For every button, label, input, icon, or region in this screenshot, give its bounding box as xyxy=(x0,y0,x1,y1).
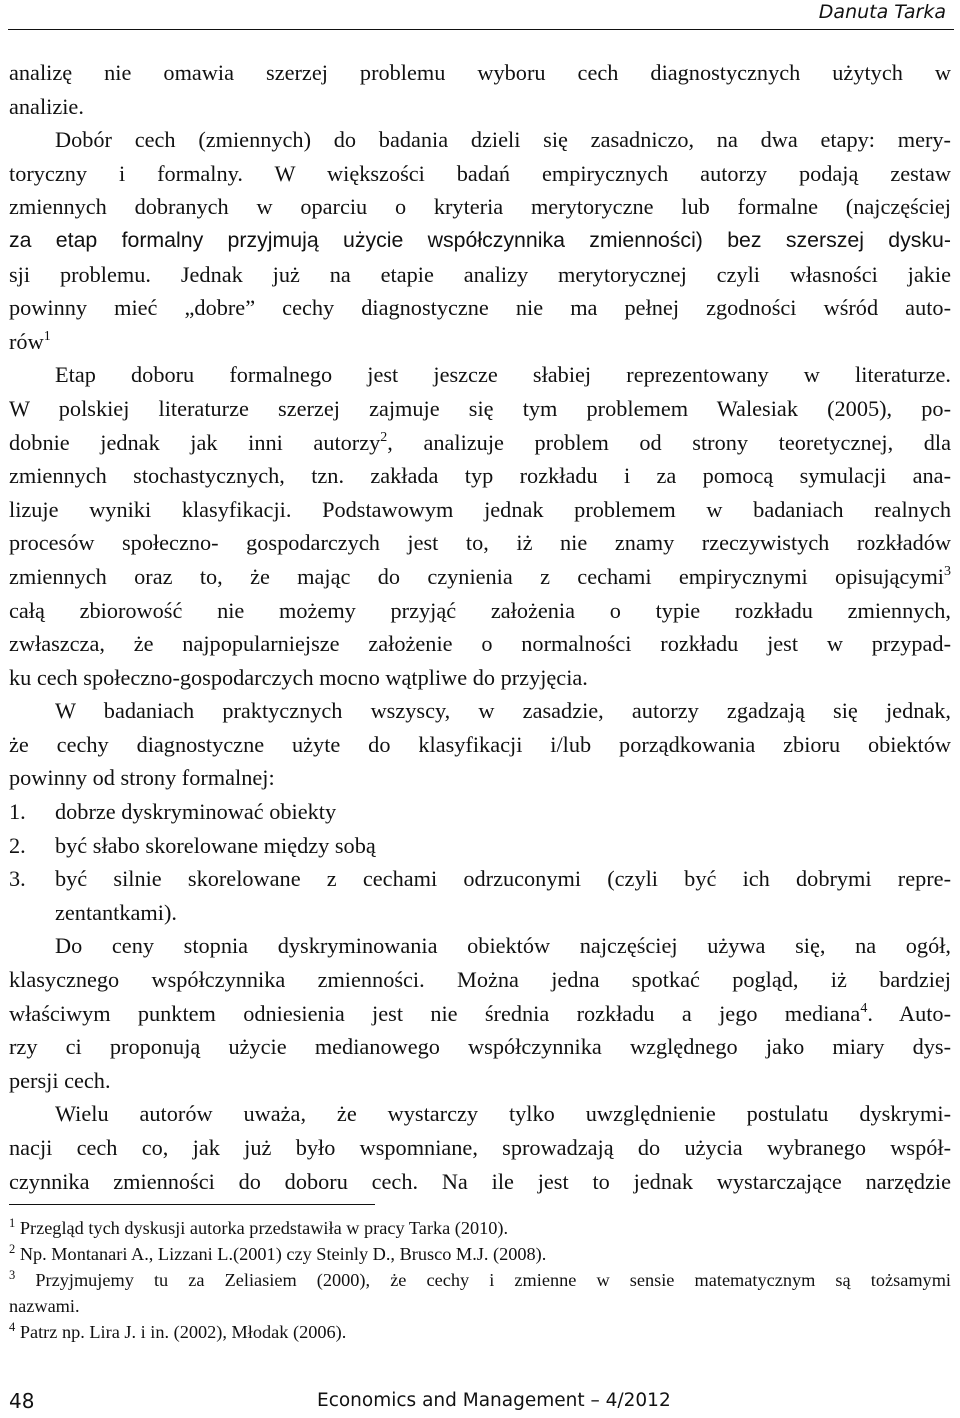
footnote-separator xyxy=(9,1204,375,1205)
footnotes xyxy=(9,1215,951,1345)
page-number: 48 xyxy=(9,1389,35,1413)
text-line: Dobór cech (zmiennych) do badania dzieli się zasadniczo, na dwa etapy: mery- xyxy=(55,127,951,153)
text-line: za etap formalny przyjmują użycie współczynnika zmienności) bez szerszej dysku- xyxy=(9,227,951,252)
footnote-1 xyxy=(9,1215,951,1241)
running-header: Danuta Tarka xyxy=(818,1,946,23)
list-number: 2. xyxy=(9,832,26,858)
footnote-4 xyxy=(9,1319,951,1345)
text-line: toryczny i formalny. W większości badań empirycznych autorzy podają zestaw xyxy=(9,160,951,186)
list-text: zentantkami). xyxy=(55,899,177,925)
text-line: czynnika zmienności do doboru cech. Na ile jest to jednak wystarczające narzędzie xyxy=(9,1168,951,1194)
text-line: analizę nie omawia szerzej problemu wyboru cech diagnostycznych użytych w xyxy=(9,60,951,85)
text-fragment: rów xyxy=(9,328,44,354)
footnote-text xyxy=(9,1241,951,1267)
list-number: 3. xyxy=(9,866,26,892)
text-fragment: zmiennych oraz to, że mając do czynienia z cechami empirycznymi opisującymi xyxy=(9,563,944,589)
text-line: powinny od strony formalnej: xyxy=(9,765,275,791)
text-line: klasycznego współczynnika zmienności. Można jedna spotkać pogląd, iż bardziej xyxy=(9,967,951,993)
text-line: zmiennych dobranych w oparciu o kryteria merytoryczne lub formalne (najczęściej xyxy=(9,194,951,220)
text-fragment: , analizuje problem od strony teoretycznej, dla xyxy=(387,429,951,455)
text-fragment: Przyjmujemy tu za Zeliasiem (2000), że cechy i zmienne w sensie matematycznym są tożsamymi xyxy=(15,1270,951,1290)
footnote-text: nazwami. xyxy=(9,1296,80,1316)
text-line: ku cech społeczno-gospodarczych mocno wątpliwe do przyjęcia. xyxy=(9,664,588,690)
footnote-marker: 4 xyxy=(9,1320,16,1334)
footnote-ref-1[interactable]: 1 xyxy=(43,328,51,344)
footnote-text xyxy=(9,1319,951,1345)
text-line xyxy=(9,325,951,359)
text-line: że cechy diagnostyczne użyte do klasyfikacji i/lub porządkowania zbioru obiektów xyxy=(9,731,951,757)
footnote-text xyxy=(9,1267,951,1293)
text-line: Wielu autorów uważa, że wystarczy tylko uwzględnienie postulatu dyskrymi- xyxy=(55,1101,951,1127)
criteria-list xyxy=(9,795,951,929)
text-fragment: Np. Montanari A., Lizzani L.(2001) czy Steinly D., Brusco M.J. (2008). xyxy=(15,1244,547,1264)
text-line: powinny mieć „dobre” cechy diagnostyczne nie ma pełnej zgodności wśród auto- xyxy=(9,295,951,321)
list-item xyxy=(9,862,951,929)
text-line xyxy=(9,997,951,1031)
list-item xyxy=(9,829,951,863)
journal-name: Economics and Management – 4/2012 xyxy=(317,1390,671,1411)
footnote-marker: 1 xyxy=(9,1216,16,1230)
header-rule xyxy=(8,29,954,30)
paragraph-4 xyxy=(9,694,951,795)
list-text: dobrze dyskryminować obiekty xyxy=(55,799,337,825)
text-line: całą zbiorowość nie możemy przyjąć założenia o typie rozkładu zmiennych, xyxy=(9,597,951,623)
footnote-ref-3[interactable]: 3 xyxy=(944,563,951,579)
paragraph-1 xyxy=(9,56,951,123)
text-line: W badaniach praktycznych wszyscy, w zasadzie, autorzy zgadzają się jednak, xyxy=(55,698,951,724)
text-line: zwłaszcza, że najpopularniejsze założenie o normalności rozkładu jest w przypad- xyxy=(9,631,951,657)
paragraph-2 xyxy=(9,123,951,358)
text-line: Do ceny stopnia dyskryminowania obiektów najczęściej używa się, na ogół, xyxy=(55,933,951,959)
text-line: lizuje wyniki klasyfikacji. Podstawowym jednak problemem w badaniach realnych xyxy=(9,496,951,522)
footnote-ref-2[interactable]: 2 xyxy=(380,429,388,445)
text-line xyxy=(9,560,951,594)
paragraph-3 xyxy=(9,358,951,694)
text-line: persji cech. xyxy=(9,1067,111,1093)
footnote-2 xyxy=(9,1241,951,1267)
footnote-text xyxy=(9,1215,951,1241)
text-fragment: właściwym punktem odniesienia jest nie średnia rozkładu a jego mediana xyxy=(9,1000,861,1026)
footnote-marker: 2 xyxy=(9,1242,16,1256)
body-text xyxy=(9,56,951,1198)
text-fragment: Przegląd tych dyskusji autorka przedstawiła w pracy Tarka (2010). xyxy=(15,1218,509,1238)
list-text: być silnie skorelowane z cechami odrzuconymi (czyli być ich dobrymi repre- xyxy=(55,866,951,892)
text-line: procesów społeczno- gospodarczych jest to, iż nie znamy rzeczywistych rozkładów xyxy=(9,530,951,556)
text-line: Etap doboru formalnego jest jeszcze słabiej reprezentowany w literaturze. xyxy=(55,362,951,388)
text-fragment: Patrz np. Lira J. i in. (2002), Młodak (2006). xyxy=(15,1322,347,1342)
footnote-3 xyxy=(9,1267,951,1319)
text-line: zmiennych stochastycznych, tzn. zakłada typ rozkładu i za pomocą symulacji ana- xyxy=(9,463,951,489)
footnote-ref-4[interactable]: 4 xyxy=(860,1000,868,1016)
text-line: W polskiej literaturze szerzej zajmuje się tym problemem Walesiak (2005), po- xyxy=(9,395,951,421)
text-line: analizie. xyxy=(9,93,84,119)
text-line: rzy ci proponują użycie medianowego współczynnika względnego jako miary dys- xyxy=(9,1034,951,1060)
text-fragment: dobnie jednak jak inni autorzy xyxy=(9,429,381,455)
list-number: 1. xyxy=(9,799,26,825)
text-line: nacji cech co, jak już było wspomniane, sprowadzają do użycia wybranego współ- xyxy=(9,1135,951,1160)
text-line xyxy=(9,426,951,460)
list-text: być słabo skorelowane między sobą xyxy=(55,832,376,858)
footnote-marker: 3 xyxy=(9,1268,16,1282)
paragraph-6 xyxy=(9,1097,951,1198)
text-line: sji problemu. Jednak już na etapie analizy merytorycznej czyli własności jakie xyxy=(9,261,951,287)
text-fragment: . Auto- xyxy=(867,1000,952,1026)
list-item xyxy=(9,795,951,829)
page-footer xyxy=(9,1388,954,1414)
paragraph-5 xyxy=(9,929,951,1097)
